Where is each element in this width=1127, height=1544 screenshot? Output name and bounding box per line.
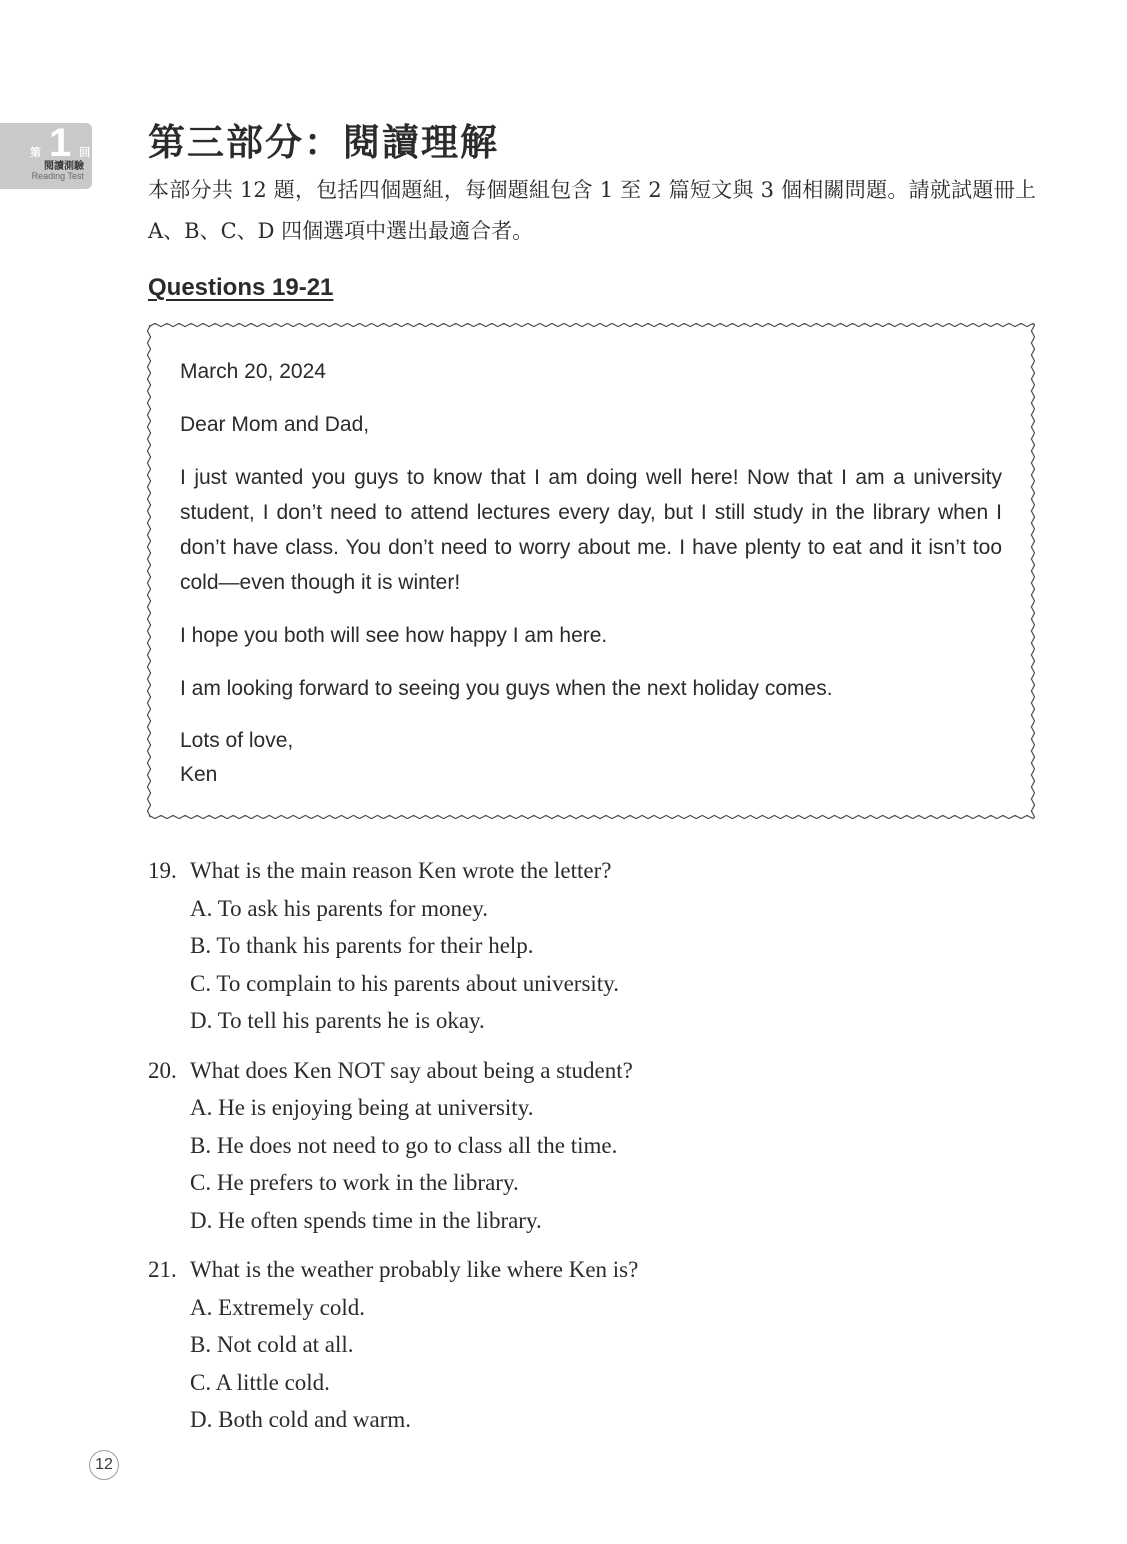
letter-closing: Lots of love,: [180, 729, 294, 752]
letter-signature: Ken: [180, 763, 218, 786]
option-d: D. To tell his parents he is okay.: [190, 1008, 485, 1033]
option-a: A. To ask his parents for money.: [190, 895, 488, 921]
section-tab: [0, 123, 92, 189]
page-number: 12: [89, 1450, 119, 1480]
letter-body: I just wanted you guys to know that I am doing well here! Now that I am a university student, I don’t need to attend lectures every day, but I still study in the library when I don’t have class. You don’t need to worry about me. I have plenty to eat and it isn’t too cold—even though it is winter!: [180, 466, 1002, 594]
letter: [180, 354, 1002, 792]
option-c: C. He prefers to work in the library.: [190, 1170, 519, 1195]
option-c: C. A little cold.: [190, 1369, 330, 1395]
option-b: B. He does not need to go to class all the time.: [190, 1132, 618, 1158]
questions-heading: Questions 19-21: [148, 274, 334, 301]
question-number: 20.: [148, 1057, 177, 1083]
tab-section-zh: 閱讀測驗: [44, 161, 84, 172]
question-text: What is the weather probably like where Ken is?: [190, 1257, 639, 1282]
option-d: D. Both cold and warm.: [190, 1407, 412, 1432]
option-b: B. Not cold at all.: [190, 1332, 354, 1357]
letter-date: March 20, 2024: [180, 360, 326, 383]
instructions: 本部分共 12 題，包括四個題組，每個題組包含 1 至 2 篇短文與 3 個相關問題。請就試題冊上 A、B、C、D 四個選項中選出最適合者。: [148, 178, 1036, 243]
question-text: What is the main reason Ken wrote the letter?: [190, 858, 612, 883]
letter-greeting: Dear Mom and Dad,: [180, 413, 370, 436]
page-title: 第三部分：閱讀理解: [148, 121, 499, 164]
tab-section-en: Reading Test: [31, 171, 84, 181]
question-20: [148, 1052, 1028, 1240]
question-19: [148, 852, 1028, 1040]
option-a: A. Extremely cold.: [190, 1294, 366, 1320]
letter-line-hope: I hope you both will see how happy I am here.: [180, 624, 608, 647]
letter-line-forward: I am looking forward to seeing you guys when the next holiday comes.: [180, 677, 833, 700]
option-a: A. He is enjoying being at university.: [190, 1095, 534, 1120]
tab-number: 1: [49, 121, 72, 165]
question-number: 21.: [148, 1257, 177, 1282]
option-b: B. To thank his parents for their help.: [190, 933, 534, 958]
question-21: [148, 1251, 1028, 1439]
question-text: What does Ken NOT say about being a student?: [190, 1057, 633, 1083]
option-c: C. To complain to his parents about university.: [190, 970, 619, 996]
option-d: D. He often spends time in the library.: [190, 1207, 542, 1233]
tab-prefix: 第: [30, 147, 41, 159]
tab-suffix: 回: [79, 147, 91, 159]
question-list: [148, 852, 1028, 1451]
question-number: 19.: [148, 858, 177, 883]
